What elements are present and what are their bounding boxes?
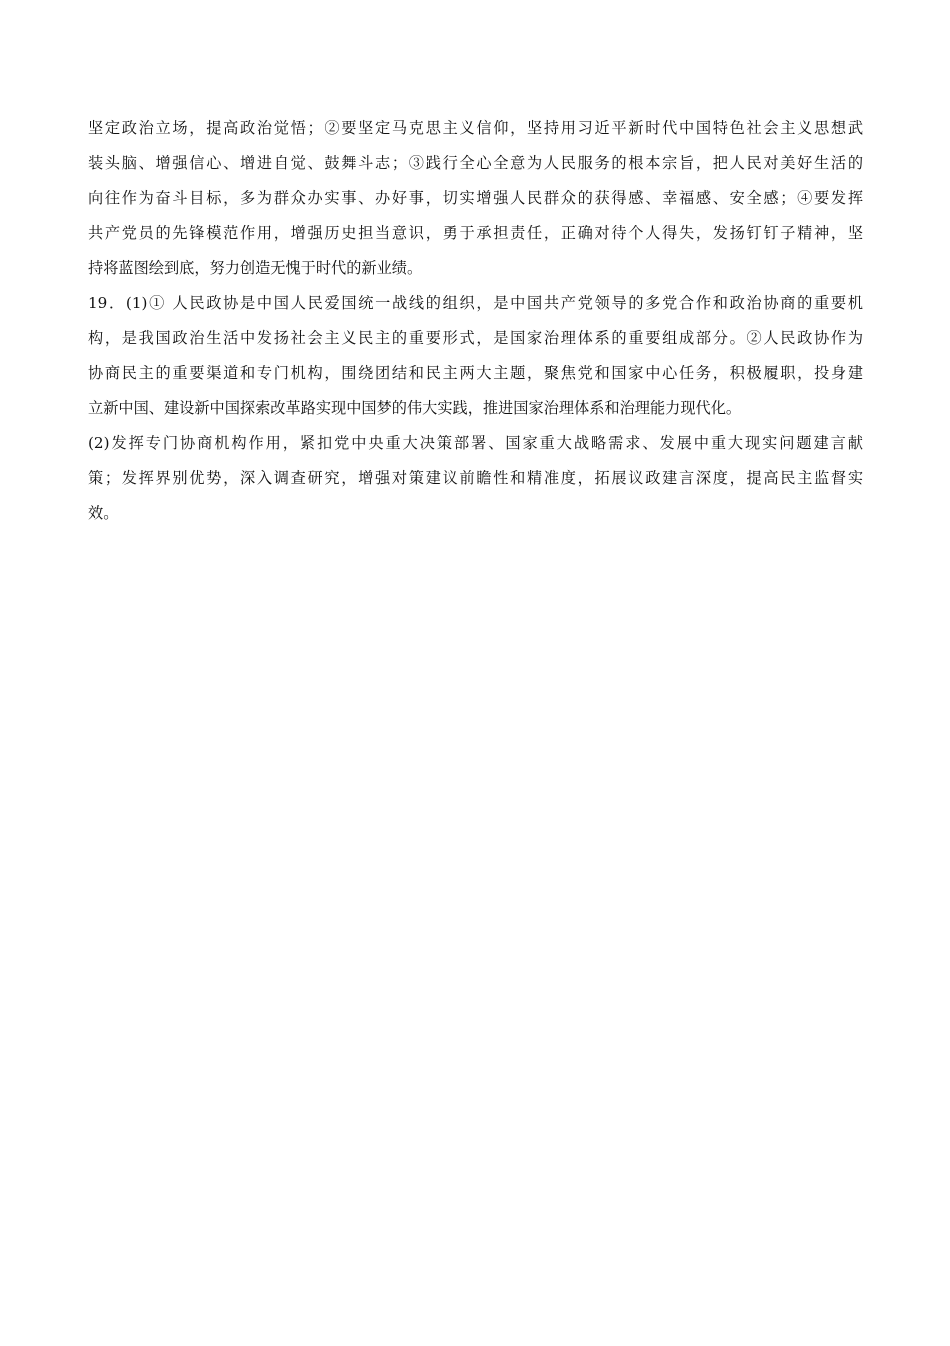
question-19-part-1-line: 19．(1)① 人民政协是中国人民爱国统一战线的组织，是中国共产党领导的多党合作和政治协商的重要机 — [88, 294, 863, 312]
text-line: 共产党员的先锋模范作用，增强历史担当意识，勇于承担责任，正确对待个人得失，发扬钉钉子精神，坚 — [88, 224, 863, 242]
text-line: 立新中国、建设新中国探索改革路实现中国梦的伟大实践，推进国家治理体系和治理能力现代化。 — [88, 399, 742, 417]
text-line: 持将蓝图绘到底，努力创造无愧于时代的新业绩。 — [88, 259, 423, 277]
question-19-part-2-line: (2)发挥专门协商机构作用，紧扣党中央重大决策部署、国家重大战略需求、发展中重大现实问题建言献 — [88, 434, 863, 452]
text-line: 装头脑、增强信心、增进自觉、鼓舞斗志；③践行全心全意为人民服务的根本宗旨，把人民对美好生活的 — [88, 154, 863, 172]
text-line: 向往作为奋斗目标，多为群众办实事、办好事，切实增强人民群众的获得感、幸福感、安全感；④要发挥 — [88, 189, 863, 207]
text-line: 效。 — [88, 504, 119, 522]
text-line: 坚定政治立场，提高政治觉悟；②要坚定马克思主义信仰，坚持用习近平新时代中国特色社会主义思想武 — [88, 119, 863, 137]
text-line: 协商民主的重要渠道和专门机构，围绕团结和民主两大主题，聚焦党和国家中心任务，积极履职，投身建 — [88, 364, 863, 382]
text-line: 策；发挥界别优势，深入调查研究，增强对策建议前瞻性和精准度，拓展议政建言深度，提高民主监督实 — [88, 469, 863, 487]
text-line: 构，是我国政治生活中发扬社会主义民主的重要形式，是国家治理体系的重要组成部分。②人民政协作为 — [88, 329, 863, 347]
